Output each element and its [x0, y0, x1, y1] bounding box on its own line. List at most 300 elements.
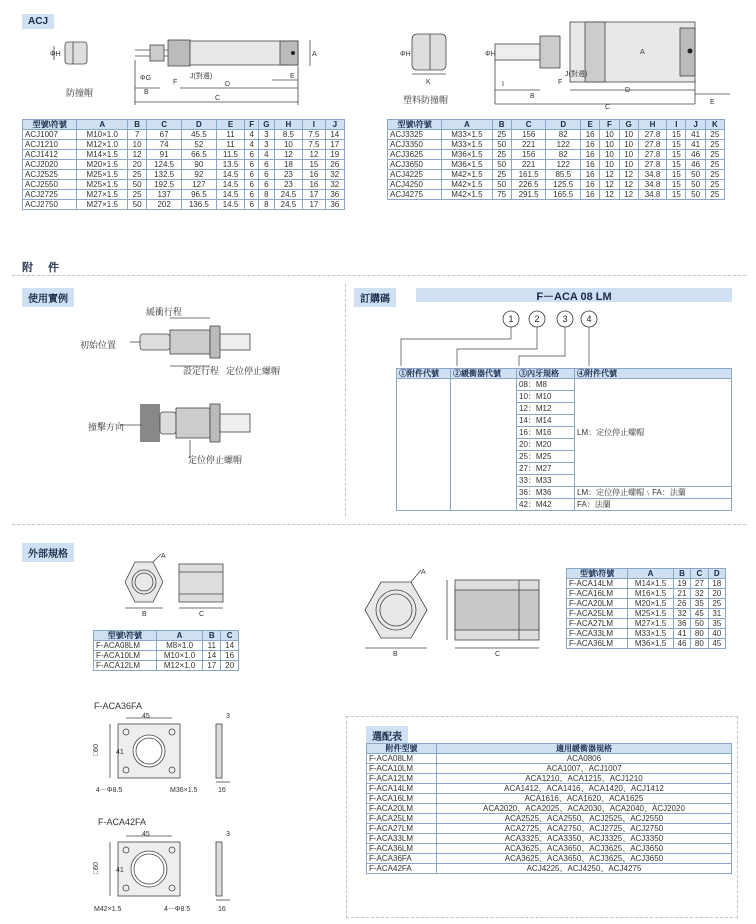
table-cell: M20×1.5: [77, 160, 127, 170]
table-cell: M33×1.5: [442, 140, 492, 150]
svg-text:J(對邊): J(對邊): [565, 71, 588, 78]
table-cell: ACJ4225: [388, 170, 442, 180]
order-code-bar: F－ACA 08 LM: [416, 288, 732, 302]
header-cell: A: [628, 569, 673, 579]
table-cell: ACJ3325: [388, 130, 442, 140]
table-cell: 8: [259, 200, 275, 210]
table-cell: 14: [221, 641, 239, 651]
table-row: [23, 140, 345, 150]
svg-text:A: A: [640, 49, 645, 56]
acj-dim-phi-h: ΦH: [50, 51, 61, 58]
table-cell: 10: [619, 150, 638, 160]
table-cell: ACA0806: [436, 754, 731, 764]
table-cell: 50: [691, 619, 708, 629]
table-cell: F-ACA25LM: [367, 814, 437, 824]
table-cell: 25: [127, 190, 146, 200]
table-cell: 27.8: [638, 140, 666, 150]
table-cell: ACA3625、ACA3650、ACJ3625、ACJ3650: [436, 844, 731, 854]
selection-table: [366, 743, 732, 874]
table-cell: F-ACA33LM: [567, 629, 628, 639]
table-cell: 85.5: [546, 170, 581, 180]
table-cell: 92: [182, 170, 217, 180]
table-cell: 12: [303, 150, 325, 160]
svg-text:C: C: [199, 611, 205, 618]
table-cell: 19: [673, 579, 690, 589]
table-row: [388, 170, 725, 180]
table-cell: 17: [303, 190, 325, 200]
table-cell: 12: [619, 180, 638, 190]
table-cell: 25: [705, 140, 724, 150]
table-cell: ACA1007、ACJ1007: [436, 764, 731, 774]
cap-caption: 防撞帽: [66, 88, 94, 98]
table-cell: 66.5: [182, 150, 217, 160]
table-cell: 36: [325, 190, 344, 200]
table-cell: ACA2525、ACA2550、ACJ2525、ACJ2550: [436, 814, 731, 824]
table-cell: ACA3325、ACA3350、ACJ3325、ACJ3350: [436, 834, 731, 844]
table-cell: 45: [691, 609, 708, 619]
table-cell: 25: [492, 170, 511, 180]
svg-text:C: C: [495, 651, 501, 658]
table-cell: F-ACA14LM: [367, 784, 437, 794]
svg-text:B: B: [144, 89, 149, 96]
table-cell: 25: [705, 190, 724, 200]
table-cell: F-ACA36LM: [567, 639, 628, 649]
table-cell: 75: [492, 190, 511, 200]
header-cell: B: [673, 569, 690, 579]
table-cell: 6: [245, 170, 259, 180]
table-cell: 20: [127, 160, 146, 170]
large-nut-drawing: [355, 560, 555, 660]
table-cell: M12×1.0: [77, 140, 127, 150]
table-cell: 6: [259, 180, 275, 190]
table-cell: 12: [600, 170, 619, 180]
table-cell: 25: [127, 170, 146, 180]
table-row: [367, 784, 732, 794]
svg-text:C: C: [605, 104, 611, 111]
table-row: [567, 629, 726, 639]
table-cell: ACA3625、ACA3650、ACJ3625、ACJ3650: [436, 854, 731, 864]
fa42-title: F-ACA42FA: [98, 817, 147, 827]
table-cell: M36×1.5: [628, 639, 673, 649]
table-cell: 4: [259, 150, 275, 160]
table-cell: F-ACA20LM: [367, 804, 437, 814]
table-cell: M42×1.5: [442, 170, 492, 180]
table-cell: 15: [667, 160, 686, 170]
table-cell: 52: [182, 140, 217, 150]
table-row: [367, 814, 732, 824]
table-cell: 16: [581, 150, 600, 160]
table-cell: 3: [259, 140, 275, 150]
table-row: [367, 764, 732, 774]
m36-desc-cell: LM：定位停止螺帽﹨FA：法蘭: [575, 487, 732, 499]
table-cell: 90: [182, 160, 217, 170]
header-cell: H: [638, 120, 666, 130]
table-cell: ACJ2525: [23, 170, 77, 180]
table-cell: 32: [325, 180, 344, 190]
table-cell: F-ACA36LM: [367, 844, 437, 854]
table-cell: 156: [511, 130, 546, 140]
order-table: ①附件代號 ②緩衝器代號 ③內牙規格 ④附件代號 08：M8 LM：定位停止螺帽 10：M10 12：M12 14：M14 16：M16 20：M20 25：M25 27：M27 33：M33 36：M36 LM：定位停止螺帽﹨FA：法蘭 42：M42 FA：法蘭: [396, 368, 732, 511]
table-cell: 16: [581, 140, 600, 150]
table-cell: F-ACA12LM: [367, 774, 437, 784]
lm-desc-cell: LM：定位停止螺帽: [575, 379, 732, 487]
table-cell: M14×1.5: [628, 579, 673, 589]
header-cell: 型號\符號: [23, 120, 77, 130]
table-cell: 8: [259, 190, 275, 200]
header-cell: I: [303, 120, 325, 130]
table-cell: 16: [581, 130, 600, 140]
table-cell: 11: [216, 140, 245, 150]
order-circle-3: 3: [562, 314, 568, 324]
table-cell: M42×1.5: [442, 190, 492, 200]
table-cell: 10: [600, 150, 619, 160]
svg-text:41: 41: [116, 749, 124, 756]
impact-direction-label: 撞擊方向: [88, 422, 125, 432]
header-cell: C: [511, 120, 546, 130]
svg-text:A: A: [312, 51, 317, 58]
table-row: [367, 864, 732, 874]
header-cell: G: [619, 120, 638, 130]
svg-text:J(對邊): J(對邊): [190, 73, 213, 80]
table-cell: 10: [600, 160, 619, 170]
header-cell: J: [686, 120, 705, 130]
header-cell: J: [325, 120, 344, 130]
svg-text:ΦG: ΦG: [140, 75, 152, 82]
header-cell: B: [203, 631, 221, 641]
order-tag: 訂購碼: [354, 288, 396, 307]
header-cell: A: [442, 120, 492, 130]
table-cell: 16: [581, 180, 600, 190]
table-cell: M25×1.5: [77, 170, 127, 180]
table-cell: 16: [581, 190, 600, 200]
table-cell: 34.8: [638, 180, 666, 190]
table-cell: 34.8: [638, 190, 666, 200]
table-cell: 50: [492, 160, 511, 170]
table-cell: 41: [673, 629, 690, 639]
thread-spec-cell: 25：M25: [517, 451, 575, 463]
buffer-stroke-label: 緩衝行程: [146, 307, 183, 317]
table-cell: F-ACA14LM: [567, 579, 628, 589]
table-cell: 8.5: [274, 130, 303, 140]
acj-small-drawing: [40, 30, 340, 112]
svg-text:E: E: [290, 73, 295, 80]
table-cell: ACJ3350: [388, 140, 442, 150]
table-cell: F-ACA25LM: [567, 609, 628, 619]
thread-spec-cell: 33：M33: [517, 475, 575, 487]
svg-text:K: K: [426, 79, 431, 86]
table-cell: 31: [708, 609, 725, 619]
table-cell: M12×1.0: [156, 661, 203, 671]
header-cell: C: [691, 569, 708, 579]
m42-desc-cell: FA：法蘭: [575, 499, 732, 511]
table-cell: ACJ1007: [23, 130, 77, 140]
table-cell: 6: [245, 180, 259, 190]
table-cell: 122: [546, 160, 581, 170]
table-cell: 4: [245, 140, 259, 150]
table-row: [367, 804, 732, 814]
table-cell: 26: [673, 599, 690, 609]
thread-spec-cell: 10：M10: [517, 391, 575, 403]
table-cell: ACJ2725: [23, 190, 77, 200]
table-cell: 127: [182, 180, 217, 190]
table-cell: M27×1.5: [628, 619, 673, 629]
table-cell: M25×1.5: [628, 609, 673, 619]
table-cell: 27.8: [638, 160, 666, 170]
table-cell: 12: [619, 190, 638, 200]
table-cell: 15: [667, 140, 686, 150]
table-cell: F-ACA33LM: [367, 834, 437, 844]
table-cell: 12: [127, 150, 146, 160]
table-cell: 32: [691, 589, 708, 599]
thread-spec-cell: 14：M14: [517, 415, 575, 427]
table-cell: 12: [619, 170, 638, 180]
svg-text:4－Φ8.5: 4－Φ8.5: [164, 906, 191, 913]
table-cell: 125.5: [546, 180, 581, 190]
header-cell: F: [600, 120, 619, 130]
small-nut-drawing: [105, 552, 245, 622]
header-cell: F: [245, 120, 259, 130]
table-cell: 17: [203, 661, 221, 671]
table-cell: 45.5: [182, 130, 217, 140]
table-cell: ACA2725、ACA2750、ACJ2725、ACJ2750: [436, 824, 731, 834]
table-cell: 132.5: [147, 170, 182, 180]
table-row: [388, 140, 725, 150]
table-cell: 25: [705, 150, 724, 160]
header-cell: 附件型號: [367, 744, 437, 754]
svg-text:45: 45: [142, 831, 150, 838]
table-cell: 36: [325, 200, 344, 210]
table-cell: 23: [274, 180, 303, 190]
table-cell: 16: [221, 651, 239, 661]
order-cell: [397, 379, 451, 511]
table-cell: 50: [127, 200, 146, 210]
table-cell: F-ACA10LM: [367, 764, 437, 774]
external-tag: 外部規格: [22, 543, 74, 562]
svg-text:ΦH: ΦH: [485, 51, 496, 58]
table-cell: ACA1412、ACA1416、ACA1420、ACJ1412: [436, 784, 731, 794]
table-cell: 15: [667, 130, 686, 140]
header-cell: D: [182, 120, 217, 130]
table-cell: 15: [667, 170, 686, 180]
header-cell: D: [546, 120, 581, 130]
svg-text:M36×1.5: M36×1.5: [170, 787, 198, 794]
table-cell: 226.5: [511, 180, 546, 190]
thread-spec-cell: 08：M8: [517, 379, 575, 391]
table-cell: ACJ2750: [23, 200, 77, 210]
svg-text:16: 16: [218, 787, 226, 794]
table-cell: F-ACA27LM: [367, 824, 437, 834]
table-cell: F-ACA12LM: [94, 661, 157, 671]
table-cell: 14: [203, 651, 221, 661]
table-cell: M10×1.0: [156, 651, 203, 661]
table-row: [367, 774, 732, 784]
table-cell: 192.5: [147, 180, 182, 190]
svg-text:C: C: [215, 95, 221, 102]
table-row: [567, 589, 726, 599]
set-stroke-label: 設定行程: [183, 366, 220, 376]
table-cell: ACJ4250: [388, 180, 442, 190]
fa36-title: F-ACA36FA: [94, 701, 143, 711]
table-cell: 23: [274, 170, 303, 180]
table-cell: 17: [325, 140, 344, 150]
table-cell: 15: [667, 150, 686, 160]
table-cell: 291.5: [511, 190, 546, 200]
table-cell: M8×1.0: [156, 641, 203, 651]
table-cell: ACA1210、ACA1215、ACJ1210: [436, 774, 731, 784]
table-cell: ACJ4275: [388, 190, 442, 200]
svg-text:3: 3: [226, 713, 230, 720]
table-row: [23, 170, 345, 180]
table-cell: M36×1.5: [442, 160, 492, 170]
table-cell: 161.5: [511, 170, 546, 180]
table-cell: 32: [325, 170, 344, 180]
header-cell: 型號\符號: [388, 120, 442, 130]
table-cell: 32: [673, 609, 690, 619]
table-cell: 12: [274, 150, 303, 160]
table-cell: 12: [600, 190, 619, 200]
table-cell: ACJ3625: [388, 150, 442, 160]
table-cell: ACA1616、ACA1620、ACA1625: [436, 794, 731, 804]
table-cell: 25: [492, 150, 511, 160]
table-cell: ACA2020、ACA2025、ACA2030、ACA2040、ACJ2020: [436, 804, 731, 814]
table-cell: 202: [147, 200, 182, 210]
table-cell: 20: [221, 661, 239, 671]
table-cell: 10: [127, 140, 146, 150]
table-cell: 25: [708, 599, 725, 609]
table-cell: 15: [667, 190, 686, 200]
table-cell: 50: [686, 190, 705, 200]
svg-text:□60: □60: [93, 743, 100, 756]
thread-spec-cell: 27：M27: [517, 463, 575, 475]
table-cell: M36×1.5: [442, 150, 492, 160]
table-cell: 26: [325, 160, 344, 170]
header-cell: H: [274, 120, 303, 130]
table-cell: 74: [147, 140, 182, 150]
svg-text:45: 45: [142, 713, 150, 720]
table-cell: 11: [216, 130, 245, 140]
acj-section-tag: ACJ: [22, 14, 54, 29]
table-row: [94, 661, 239, 671]
table-cell: 34.8: [638, 170, 666, 180]
thread-spec-cell: 20：M20: [517, 439, 575, 451]
table-cell: 82: [546, 130, 581, 140]
svg-text:B: B: [530, 93, 535, 100]
svg-text:41: 41: [116, 867, 124, 874]
table-cell: 50: [686, 180, 705, 190]
small-spec-table: [93, 630, 239, 671]
table-cell: 41: [686, 140, 705, 150]
table-cell: 11: [203, 641, 221, 651]
stop-nut-label-2: 定位停止螺帽: [188, 455, 243, 465]
table-cell: 25: [492, 130, 511, 140]
table-cell: 91: [147, 150, 182, 160]
svg-text:A: A: [421, 569, 426, 576]
acj-right-table: [387, 119, 725, 200]
table-cell: 21: [673, 589, 690, 599]
table-cell: ACJ2550: [23, 180, 77, 190]
table-cell: 6: [245, 160, 259, 170]
svg-text:3: 3: [226, 831, 230, 838]
table-cell: 50: [492, 140, 511, 150]
thread-spec-cell: 42：M42: [517, 499, 575, 511]
order-circle-1: 1: [508, 314, 514, 324]
table-row: [367, 754, 732, 764]
table-cell: 24.5: [274, 200, 303, 210]
table-cell: 36: [673, 619, 690, 629]
table-cell: 18: [708, 579, 725, 589]
table-cell: 13.5: [216, 160, 245, 170]
header-cell: E: [581, 120, 600, 130]
table-cell: M16×1.5: [628, 589, 673, 599]
table-cell: 7.5: [303, 140, 325, 150]
table-cell: 46: [686, 160, 705, 170]
table-cell: M42×1.5: [442, 180, 492, 190]
table-cell: 10: [619, 130, 638, 140]
table-cell: 46: [673, 639, 690, 649]
table-cell: 17: [303, 200, 325, 210]
selection-tag: 選配表: [366, 726, 408, 745]
table-cell: F-ACA16LM: [567, 589, 628, 599]
svg-text:4－Φ8.5: 4－Φ8.5: [96, 787, 123, 794]
header-cell: E: [216, 120, 245, 130]
table-row: [388, 180, 725, 190]
header-cell: A: [77, 120, 127, 130]
table-cell: 35: [691, 599, 708, 609]
table-row: [388, 190, 725, 200]
table-cell: 19: [325, 150, 344, 160]
thread-spec-cell: 12：M12: [517, 403, 575, 415]
table-cell: 80: [691, 629, 708, 639]
table-cell: 15: [667, 180, 686, 190]
svg-text:D: D: [625, 87, 631, 94]
table-cell: ACJ4225、ACJ4250、ACJ4275: [436, 864, 731, 874]
table-cell: ACJ3650: [388, 160, 442, 170]
table-cell: 137: [147, 190, 182, 200]
order-row: [397, 379, 732, 391]
header-cell: D: [708, 569, 725, 579]
table-cell: 7.5: [303, 130, 325, 140]
table-cell: 16: [303, 180, 325, 190]
svg-text:B: B: [393, 651, 398, 658]
table-cell: 10: [600, 130, 619, 140]
table-cell: 35: [708, 619, 725, 629]
header-cell: B: [127, 120, 146, 130]
table-cell: 80: [691, 639, 708, 649]
table-cell: ACJ1210: [23, 140, 77, 150]
table-row: [23, 150, 345, 160]
order-callouts: [395, 304, 735, 374]
table-cell: ACJ1412: [23, 150, 77, 160]
table-row: [94, 641, 239, 651]
table-cell: 4: [245, 130, 259, 140]
table-cell: 16: [581, 170, 600, 180]
table-cell: M10×1.0: [77, 130, 127, 140]
table-cell: M27×1.5: [77, 200, 127, 210]
svg-text:16: 16: [218, 906, 226, 913]
table-cell: 16: [303, 170, 325, 180]
table-cell: 45: [708, 639, 725, 649]
table-cell: F-ACA42FA: [367, 864, 437, 874]
table-cell: M33×1.5: [628, 629, 673, 639]
table-cell: 15: [303, 160, 325, 170]
header-cell: G: [259, 120, 275, 130]
table-cell: 27.8: [638, 130, 666, 140]
table-cell: 10: [619, 140, 638, 150]
header-cell: B: [492, 120, 511, 130]
table-cell: 82: [546, 150, 581, 160]
table-cell: 7: [127, 130, 146, 140]
header-cell: I: [667, 120, 686, 130]
